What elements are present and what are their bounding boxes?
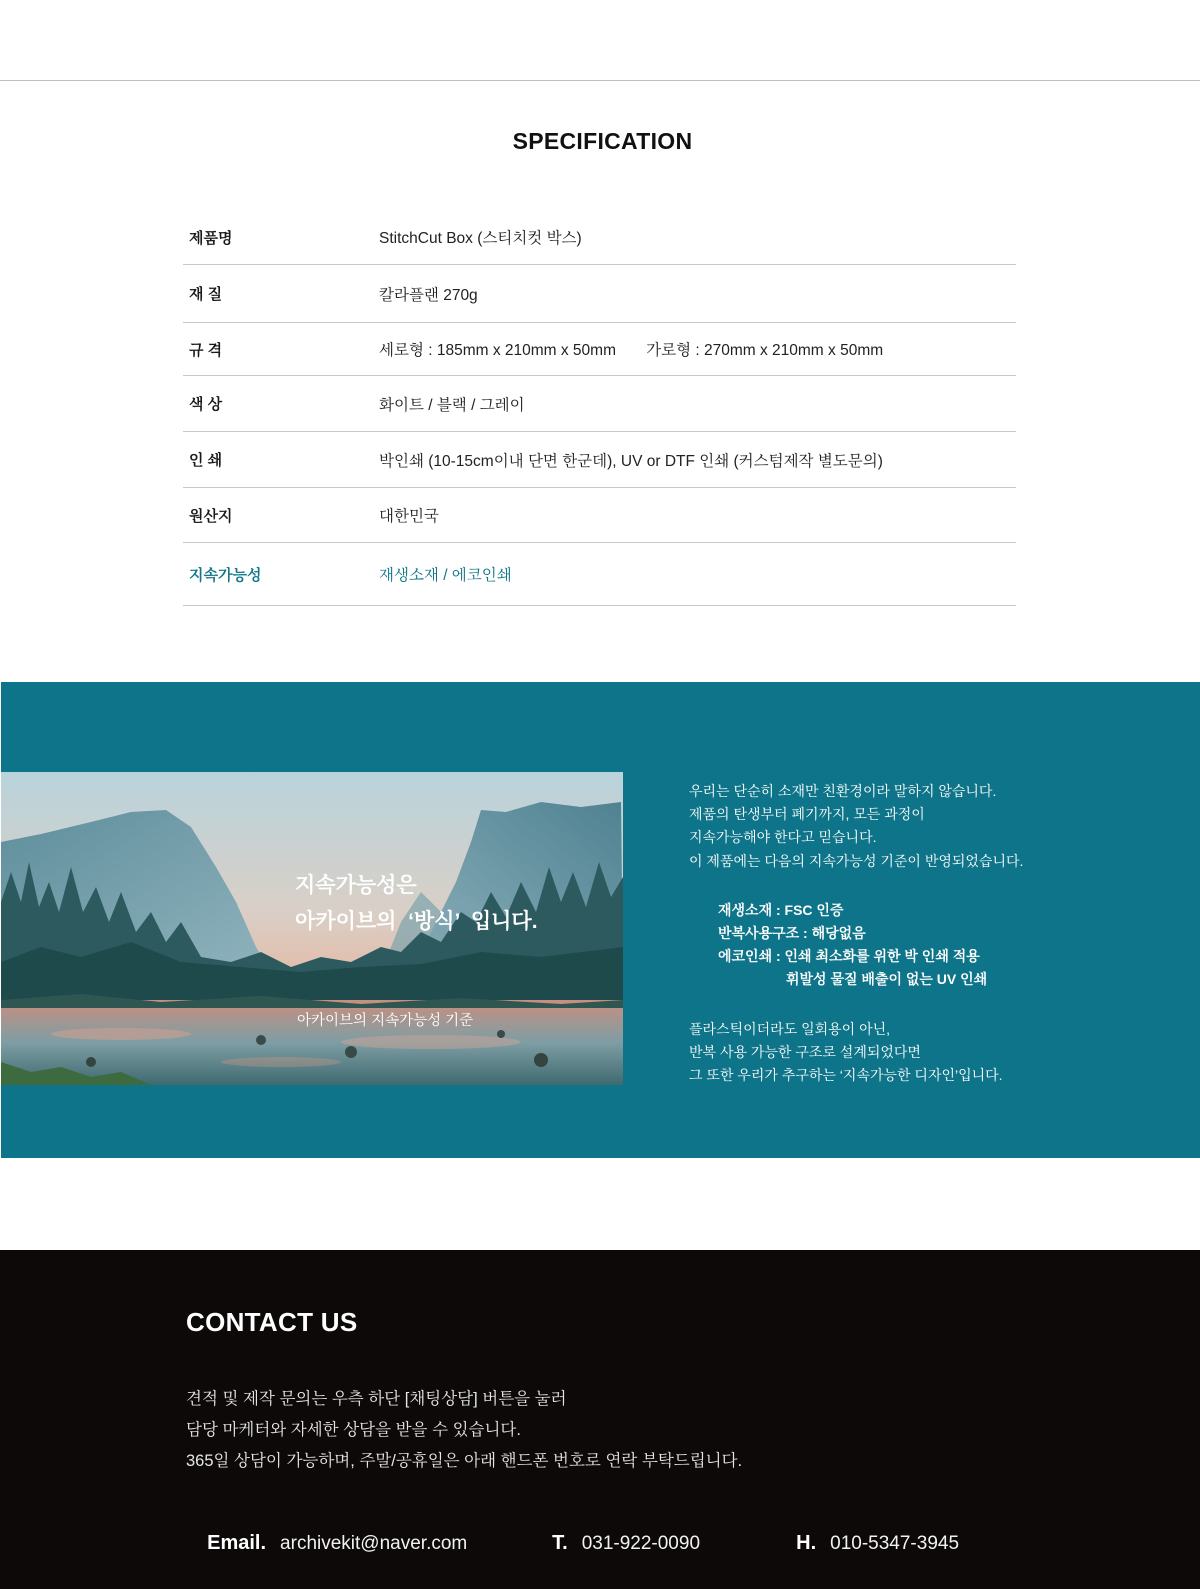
tel-label: T. (552, 1532, 568, 1554)
spec-label: 색 상 (189, 396, 223, 413)
mobile-link[interactable]: 010-5347-3945 (830, 1533, 960, 1554)
spec-value: 대한민국 (379, 508, 439, 525)
spec-value: 재생소재 / 에코인쇄 (379, 567, 512, 584)
top-divider (0, 80, 1200, 81)
spec-label: 인 쇄 (189, 452, 223, 469)
contact-description: 견적 및 제작 문의는 우측 하단 [채팅상담] 버튼을 눌러 담당 마케터와 자세한 상담을 받을 수 있습니다. 365일 상담이 가능하며, 주말/공휴일은 아래 핸드폰 번호로 연락 부탁드립니다. (186, 1390, 743, 1470)
contact-section (0, 1250, 1200, 1589)
contact-title: CONTACT US (186, 1307, 358, 1337)
sustainability-section (1, 682, 1200, 1158)
spec-label: 지속가능성 (189, 566, 262, 584)
spec-table (183, 210, 1016, 606)
email-link[interactable]: archivekit@naver.com (280, 1533, 468, 1554)
intro-paragraph: 우리는 단순히 소재만 친환경이라 말하지 않습니다. 제품의 탄생부터 폐기까지, 모든 과정이 지속가능해야 한다고 믿습니다. 이 제품에는 다음의 지속가능성 기준이 반영되었습니다. (689, 783, 1024, 869)
mobile-contact (775, 1510, 959, 1577)
spec-label: 규 격 (189, 341, 223, 359)
photo-caption: 아카이브의 지속가능성 기준 (297, 1013, 474, 1029)
criteria-item: 반복사용구조 : 해당없음 (718, 925, 866, 942)
email-label: Email. (207, 1532, 267, 1554)
spec-value: StitchCut Box (스티치컷 박스) (379, 230, 582, 247)
spec-value: 화이트 / 블랙 / 그레이 (379, 396, 525, 414)
photo-heading: 지속가능성은 아카이브의 ‘방식’ 입니다. (295, 874, 538, 933)
criteria-item: 재생소재 : FSC 인증 (718, 901, 844, 918)
criteria-item: 휘발성 물질 배출이 없는 UV 인쇄 (786, 971, 988, 988)
closing-paragraph: 플라스틱이더라도 일회용이 아닌, 반복 사용 가능한 구조로 설계되었다면 그 또한 우리가 추구하는 ‘지속가능한 디자인’입니다. (689, 1020, 1003, 1084)
spec-row-origin (183, 488, 1016, 543)
spec-title: SPECIFICATION (512, 128, 693, 154)
spec-value: 박인쇄 (10-15cm이내 단면 한군데), UV or DTF 인쇄 (커스텀제작 별도문의) (379, 452, 883, 470)
mobile-label: H. (796, 1532, 817, 1554)
spec-label: 제품명 (189, 229, 233, 247)
spec-row-material (183, 265, 1016, 323)
tel-link[interactable]: 031-922-0090 (581, 1533, 701, 1554)
tel-contact (531, 1510, 700, 1577)
spec-row-printing (183, 432, 1016, 488)
spec-row-sustainability (183, 543, 1016, 606)
spec-row-size (183, 323, 1016, 376)
landscape-photo (1, 772, 623, 1085)
spec-label: 원산지 (189, 507, 233, 525)
spec-row-color (183, 376, 1016, 432)
criteria-list (689, 899, 1023, 992)
email-contact (186, 1510, 467, 1577)
spec-value: 칼라플랜 270g (379, 286, 478, 304)
spec-value: 세로형 : 185mm x 210mm x 50mm 가로형 : 270mm x 210mm x 50mm (379, 342, 884, 359)
spec-row-product-name (183, 210, 1016, 265)
criteria-item: 에코인쇄 : 인쇄 최소화를 위한 박 인쇄 적용 (718, 948, 980, 965)
sustainability-text (689, 780, 1023, 1087)
spec-label: 재 질 (189, 286, 223, 303)
